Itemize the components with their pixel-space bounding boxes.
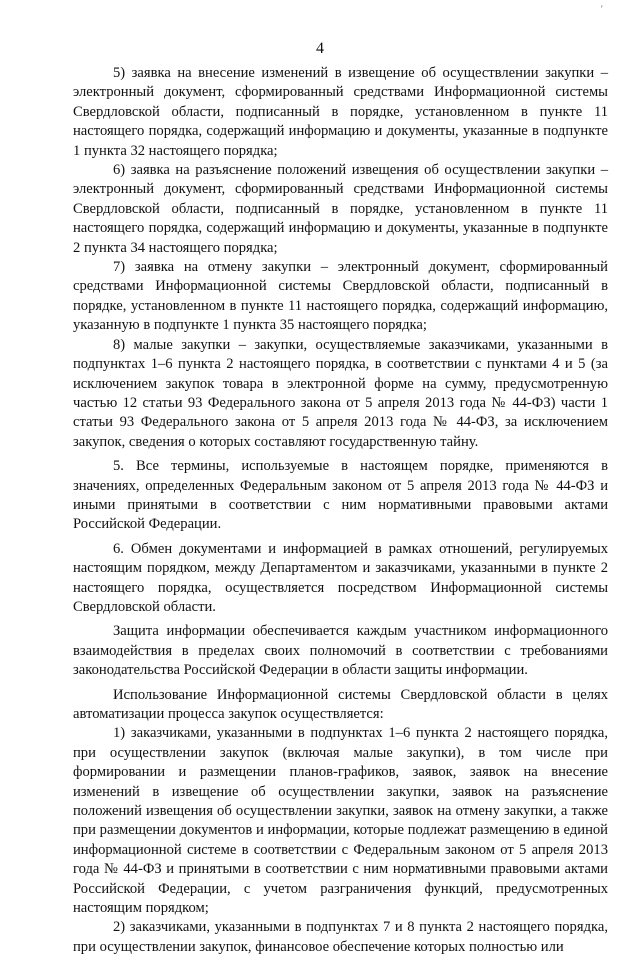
paragraph-subitem-5: 5) заявка на внесение изменений в извещение об осуществлении закупки – электронный документ, сформированный средствами Информационной системы Свердловской области, подписанный в порядке, установленном в пункте 11 настоящего порядка, содержащий информацию и документы, указанные в подпункте 1 пункта 32 настоящего порядка;: [73, 65, 608, 159]
paragraph-subitem-8: 8) малые закупки – закупки, осуществляемые заказчиками, указанными в подпунктах 1–6 пункта 2 настоящего порядка, в соответствии с пунктами 4 и 5 (за исключением закупок товара в электронной форме на сумму, предусмотренную частью 12 статьи 93 Федерального закона от 5 апреля 2013 года № 44-ФЗ) части 1 статьи 93 Федерального закона от 5 апреля 2013 года № 44-ФЗ, за исключением закупок, сведения о которых составляют государственную тайну.: [73, 336, 608, 450]
document-body: [73, 64, 608, 957]
paragraph-subitem-6: 6) заявка на разъяснение положений извещения об осуществлении закупки – электронный документ, сформированный средствами Информационной системы Свердловской области, подписанный в порядке, установленном в пункте 11 настоящего порядка, содержащий информацию и документы, указанные в подпункте 2 пункта 34 настоящего порядка;: [73, 162, 608, 256]
paragraph-information-protection: Защита информации обеспечивается каждым участником информационного взаимодействия в пределах своих полномочий в соответствии с требованиями законодательства Российской Федерации в области защиты информации.: [73, 623, 608, 679]
paragraph-subitem-7: 7) заявка на отмену закупки – электронный документ, сформированный средствами Информационной системы Свердловской области, подписанный в порядке, установленном в пункте 11 настоящего порядка, содержащий информацию, указанную в подпункте 1 пункта 35 настоящего порядка;: [73, 259, 608, 334]
page-number: 4: [316, 40, 324, 57]
paragraph-usage-item-1: 1) заказчиками, указанными в подпунктах 1–6 пункта 2 настоящего порядка, при осуществлении закупок (включая малые закупки), в том числе при формировании и размещении планов-графиков, заявок, заявок на внесение изменений в извещение об осуществлении закупки, заявок на разъяснение положений извещения об осуществлении закупки, заявок на отмену закупки, а также при размещении документов и информации, которые подлежат размещению в единой информационной системе в соответствии с Федеральным законом от 5 апреля 2013 года № 44-ФЗ и принятыми в соответствии с ним нормативными правовыми актами Российской Федерации, с учетом разграничения функций, предусмотренных настоящим порядком;: [73, 725, 608, 917]
paragraph-system-usage: Использование Информационной системы Свердловской области в целях автоматизации процесса закупок осуществляется:: [73, 686, 608, 722]
paragraph-clause-6: 6. Обмен документами и информацией в рамках отношений, регулируемых настоящим порядком, между Департаментом и заказчиками, указанными в пункте 2 настоящего порядка, осуществляется посредством Информационной системы Свердловской области.: [73, 540, 608, 615]
paragraph-clause-5: 5. Все термины, используемые в настоящем порядке, применяются в значениях, определенных Федеральным законом от 5 апреля 2013 года № 44-ФЗ и иными принятыми в соответствии с ним нормативными правовыми актами Российской Федерации.: [73, 458, 608, 533]
corner-mark: ': [601, 4, 603, 14]
paragraph-usage-item-2: 2) заказчиками, указанными в подпунктах 7 и 8 пункта 2 настоящего порядка, при осуществлении закупок, финансовое обеспечение которых полностью или: [73, 919, 608, 955]
